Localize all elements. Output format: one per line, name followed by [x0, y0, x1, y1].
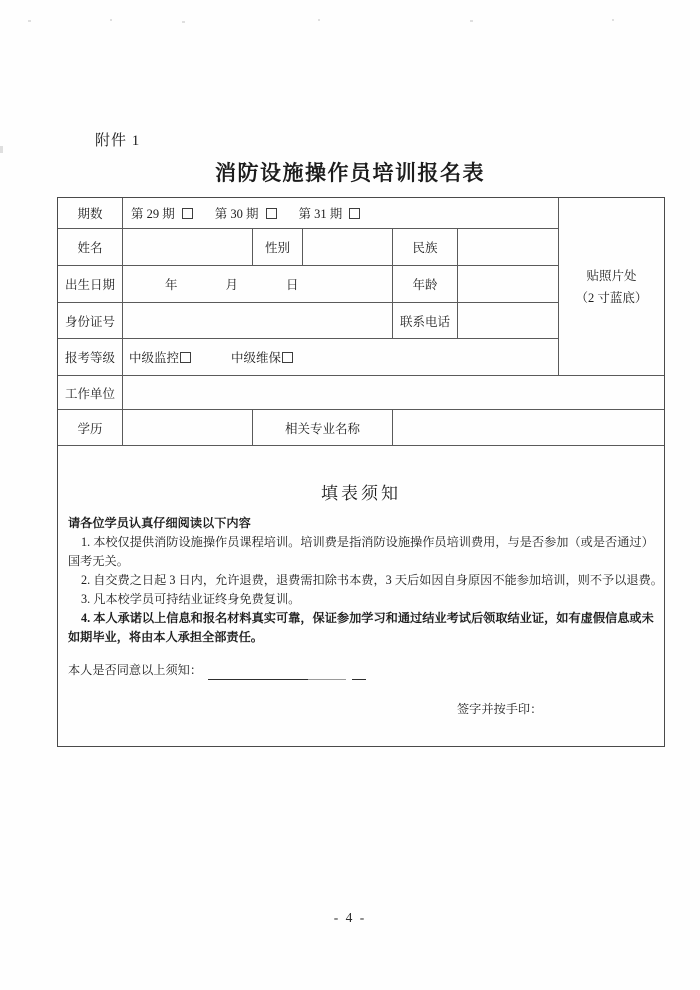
agreement-blank-line[interactable]	[208, 665, 308, 680]
notice-title: 填表须知	[321, 484, 401, 503]
birthdate-input-cell[interactable]	[123, 266, 393, 303]
name-label: 姓名	[58, 229, 123, 266]
age-label: 年龄	[393, 266, 458, 303]
period-option-30-label: 第 30 期	[214, 207, 259, 221]
notice-section	[58, 446, 664, 746]
name-input-cell[interactable]	[123, 229, 253, 266]
education-input-cell[interactable]	[123, 410, 253, 446]
notice-line-2: 2. 自交费之日起 3 日内，允许退费，退费需扣除书本费，3 天后如因自身原因不能参加培训，则不予以退费。	[81, 573, 663, 587]
notice-line-1a: 1. 本校仅提供消防设施操作员课程培训。培训费是指消防设施操作员培训费用，与是否参加（或是否通过）	[81, 535, 654, 549]
education-label: 学历	[58, 410, 123, 446]
phone-label: 联系电话	[393, 303, 458, 339]
day-label: 日	[286, 278, 299, 292]
notice-line-4a: 4. 本人承诺以上信息和报名材料真实可靠，保证参加学习和通过结业考试后领取结业证，如有虚假信息或未	[81, 611, 654, 625]
notice-line-1b: 国考无关。	[68, 554, 129, 568]
checkbox-icon[interactable]	[180, 352, 191, 363]
notice-line-4b: 如期毕业，将由本人承担全部责任。	[68, 630, 263, 644]
period-option-30	[215, 204, 277, 222]
id-number-input-cell[interactable]	[123, 303, 393, 339]
ethnicity-label: 民族	[393, 229, 458, 266]
period-option-29-label: 第 29 期	[131, 207, 175, 221]
level-option-monitoring	[129, 348, 191, 366]
major-label: 相关专业名称	[253, 410, 393, 446]
level-option-maintenance-label: 中级维保	[231, 351, 282, 365]
notice-line-3: 3. 凡本校学员可持结业证终身免费复训。	[81, 592, 301, 606]
exam-level-options-cell	[123, 339, 559, 376]
agreement-row	[68, 661, 654, 680]
notice-intro: 请各位学员认真仔细阅读以下内容	[68, 516, 251, 530]
period-options-cell	[123, 198, 559, 229]
age-input-cell[interactable]	[458, 266, 559, 303]
gender-label: 性别	[253, 229, 303, 266]
work-unit-input-cell[interactable]	[123, 376, 664, 410]
major-input-cell[interactable]	[393, 410, 664, 446]
registration-form-table	[57, 197, 665, 747]
period-option-29	[131, 204, 193, 222]
checkbox-icon[interactable]	[182, 208, 193, 219]
period-option-31	[299, 204, 361, 222]
page-title: 消防设施操作员培训报名表	[215, 161, 485, 185]
gender-input-cell[interactable]	[303, 229, 393, 266]
agreement-label: 本人是否同意以上须知：	[68, 663, 203, 677]
exam-level-label: 报考等级	[58, 339, 123, 376]
photo-area-line1: 贴照片处	[586, 268, 637, 283]
attachment-label: 附件 1	[95, 133, 141, 149]
signature-row	[68, 700, 654, 719]
work-unit-label: 工作单位	[58, 376, 123, 410]
signature-label: 签字并按手印：	[457, 702, 543, 716]
photo-area[interactable]	[559, 198, 664, 376]
level-option-monitoring-label: 中级监控	[129, 351, 180, 365]
agreement-blank-line[interactable]	[352, 665, 366, 680]
period-label: 期数	[58, 198, 123, 229]
id-number-label: 身份证号	[58, 303, 123, 339]
ethnicity-input-cell[interactable]	[458, 229, 559, 266]
phone-input-cell[interactable]	[458, 303, 559, 339]
year-label: 年	[165, 278, 178, 292]
page-number: - 4 -	[333, 910, 367, 925]
level-option-maintenance	[231, 348, 293, 366]
checkbox-icon[interactable]	[282, 352, 293, 363]
birthdate-label: 出生日期	[58, 266, 123, 303]
checkbox-icon[interactable]	[349, 208, 360, 219]
month-label: 月	[225, 278, 239, 292]
agreement-blank-line[interactable]	[308, 665, 346, 680]
period-option-31-label: 第 31 期	[298, 207, 343, 221]
photo-area-line2: （2 寸蓝底）	[575, 290, 648, 305]
checkbox-icon[interactable]	[266, 208, 277, 219]
